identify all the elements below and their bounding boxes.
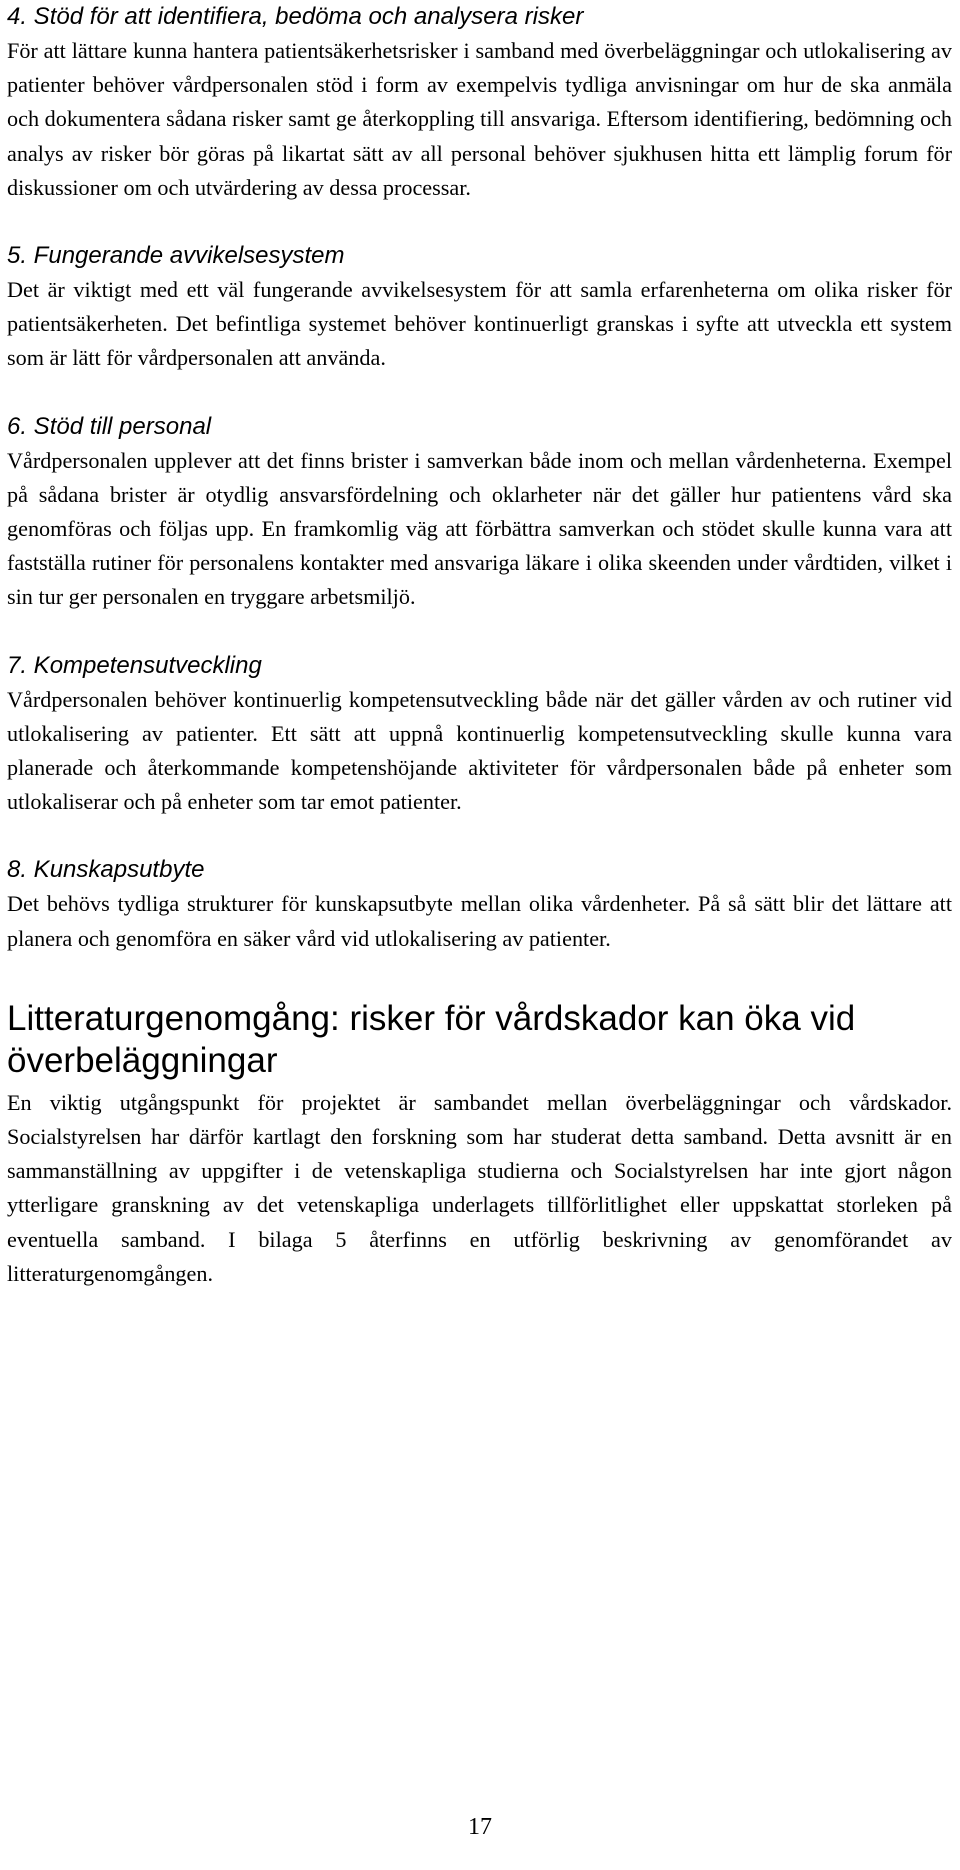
section-heading-8: 8. Kunskapsutbyte: [7, 856, 205, 884]
section-text-7: Vårdpersonalen behöver kontinuerlig kompetensutveckling både när det gäller vården av och rutiner vid utlokalisering av patienter. Ett sätt att uppnå kontinuerlig kompetensutveckling skulle kunna vara planerade och återkommande kompetenshöjande aktiviteter för vårdpersonalen både på enheter som utlokaliserar och på enheter som tar emot patienter.: [7, 686, 952, 815]
spacer: [7, 615, 952, 649]
spacer: [7, 376, 952, 410]
spacer: [7, 205, 952, 239]
spacer: [7, 956, 952, 998]
section-heading-7: 7. Kompetensutveckling: [7, 651, 262, 679]
section-heading-4: 4. Stöd för att identifiera, bedöma och analysera risker: [7, 3, 584, 30]
section-heading-6: 6. Stöd till personal: [7, 412, 212, 440]
section-text-5: Det är viktigt med ett väl fungerande avvikelsesystem för att samla erfarenheterna om olika risker för patientsäkerheten. Det befintliga systemet behöver kontinuerligt granskas i syfte att utveckla ett system som är lätt för vårdpersonalen att använda.: [7, 277, 952, 371]
section-text-8: Det behövs tydliga strukturer för kunskapsutbyte mellan olika vårdenheter. På så sätt blir det lättare att planera och genomföra en säker vård vid utlokalisering av patienter.: [7, 891, 952, 951]
chapter-heading: Litteraturgenomgång: risker för vårdskador kan öka vid överbeläggningar: [7, 998, 856, 1080]
chapter-text: En viktig utgångspunkt för projektet är sambandet mellan överbeläggningar och vårdskador. Socialstyrelsen har därför kartlagt den forskning som har studerat detta samband. Detta avsnitt är en sammanställning av uppgifter i de vetenskapliga studierna och Socialstyrelsen har inte gjort någon ytterligare granskning av det vetenskapliga underlagets tillförlitlighet eller uppskattat storleken på eventuella samband. I bilaga 5 återfinns en utförlig beskrivning av genomförandet av litteraturgenomgången.: [7, 1089, 952, 1286]
section-text-4: För att lättare kunna hantera patientsäkerhetsrisker i samband med överbeläggningar och utlokalisering av patienter behöver vårdpersonalen stöd i form av exempelvis tydliga anvisningar om hur de ska anmäla och dokumentera sådana risker samt ge återkoppling till ansvariga. Eftersom identifiering, bedömning och analys av risker bör göras på likartat sätt av all personal behöver sjukhusen hitta ett lämplig forum för diskussioner om och utvärdering av dessa processar.: [7, 38, 952, 200]
section-heading-5: 5. Fungerande avvikelsesystem: [7, 242, 345, 270]
page-number: 17: [468, 1814, 492, 1840]
page-content: [7, 0, 952, 1291]
spacer: [7, 819, 952, 853]
section-text-6: Vårdpersonalen upplever att det finns brister i samverkan både inom och mellan vårdenheterna. Exempel på sådana brister är otydlig ansvarsfördelning och oklarheter när det gäller hur patientens vård ska genomföras och följas upp. En framkomlig väg att förbättra samverkan och stödet skulle kunna vara att fastställa rutiner för personalens kontakter med ansvariga läkare i olika skeenden under vårdtiden, vilket i sin tur ger personalen en tryggare arbetsmiljö.: [7, 447, 952, 610]
